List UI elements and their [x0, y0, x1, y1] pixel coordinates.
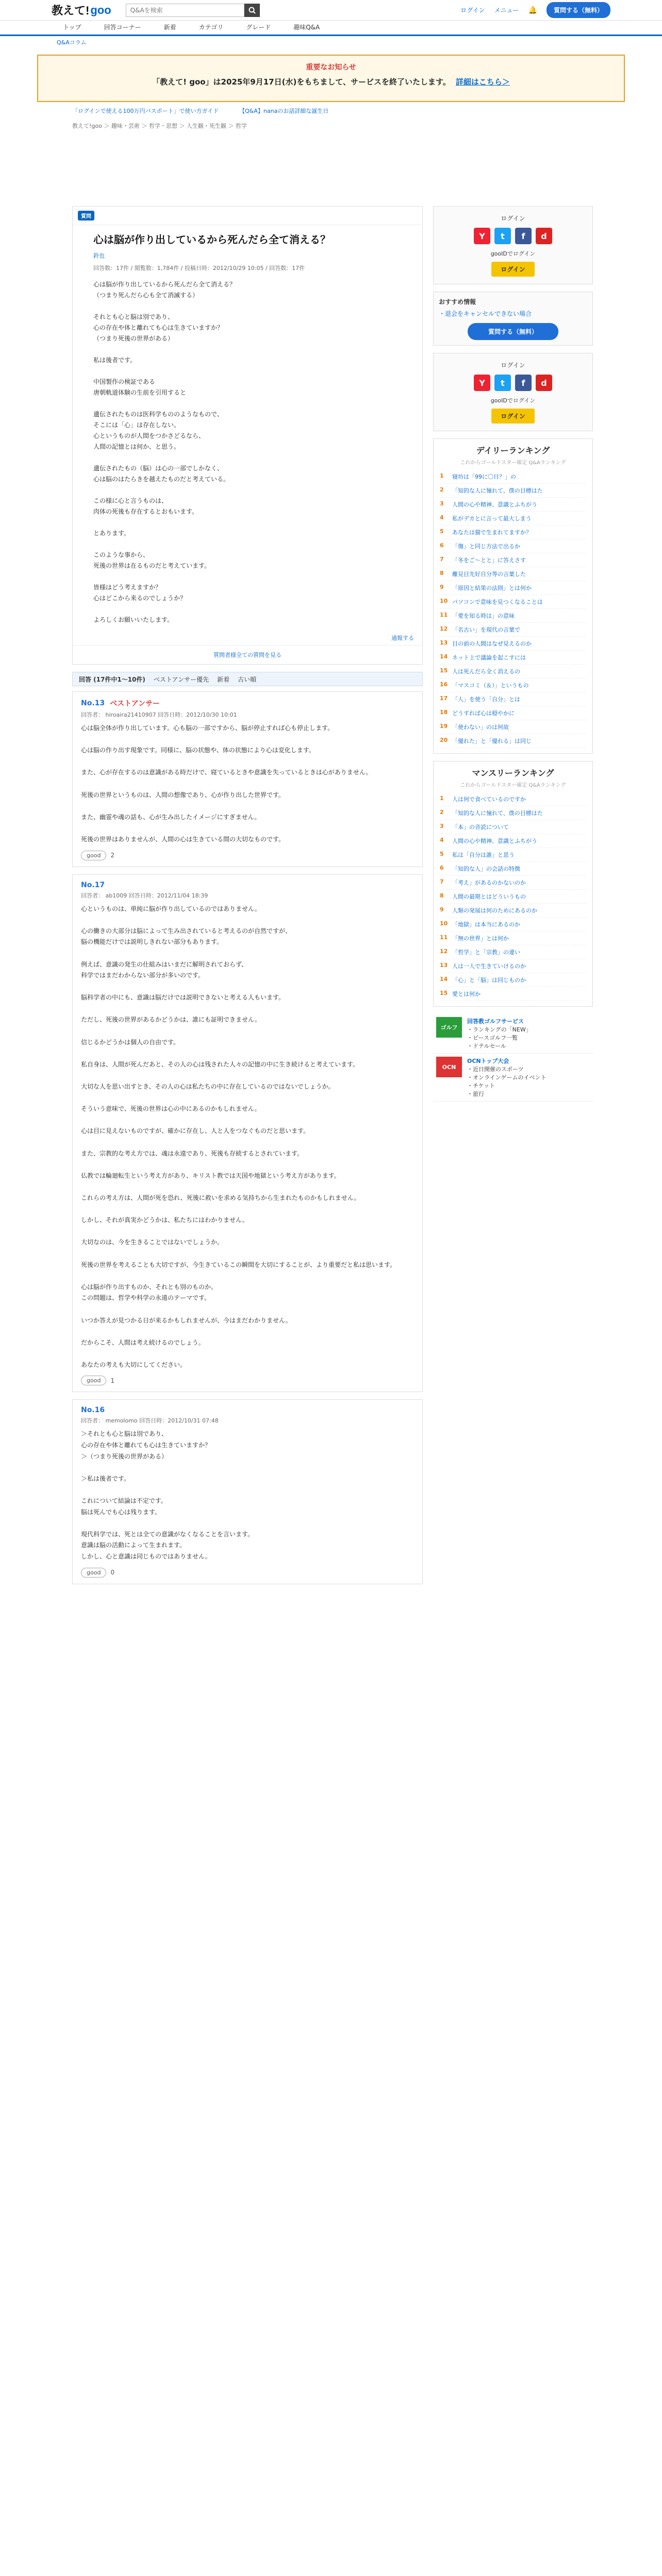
svc2-name: OCNトップ大会 — [467, 1058, 509, 1064]
login-link[interactable]: ログイン — [460, 7, 485, 14]
rank-number: 19 — [440, 723, 448, 730]
nav-grade[interactable]: グレード — [246, 24, 271, 31]
rank-number: 10 — [440, 920, 448, 927]
daily-rank-item[interactable] — [440, 512, 586, 526]
question-header — [73, 207, 422, 225]
rank-title[interactable]: 「本」の音読について — [452, 824, 509, 831]
goo-login-label: gooIDでログイン — [490, 397, 536, 404]
rank-title[interactable]: 「哲学」と「宗教」の違い — [452, 949, 520, 956]
rank-number: 15 — [440, 667, 448, 674]
daily-ranking-sub: これからゴールドスター確定 Q&Aランキング — [460, 460, 566, 466]
good-button[interactable]: good — [81, 851, 106, 860]
good-button[interactable]: good — [81, 1568, 106, 1578]
good-count: 2 — [110, 852, 115, 859]
daily-rank-item[interactable] — [440, 665, 586, 679]
rank-number: 2 — [440, 486, 444, 493]
answer-number: No.17 — [81, 880, 105, 889]
rank-number: 14 — [440, 653, 448, 660]
rank-title[interactable]: 人類の発展は何のためにあるのか — [452, 907, 537, 914]
search-icon — [249, 7, 256, 14]
notice-link[interactable]: 詳細はこちら＞ — [455, 77, 510, 87]
sidebar — [433, 206, 593, 1101]
service-golf[interactable] — [433, 1014, 593, 1054]
answer-meta: 回答者： ab1009 回答日時：2012/11/04 18:39 — [81, 892, 208, 899]
daily-ranking-title: デイリーランキング — [476, 446, 550, 455]
sort-old[interactable]: 古い順 — [238, 675, 257, 683]
rank-title[interactable]: パソコンで意味を見つくなることは — [452, 599, 543, 605]
rank-number: 16 — [440, 681, 448, 688]
rank-title[interactable]: 「考え」があるのかないのか — [452, 879, 526, 886]
question-badge: 質問 — [78, 211, 94, 221]
rank-number: 1 — [440, 472, 444, 479]
rank-title[interactable]: 人間の心や精神、意識とふちがう — [452, 501, 537, 508]
search-box — [126, 4, 260, 17]
notice-title: 重要なお知らせ — [306, 63, 356, 72]
rank-title[interactable]: 「優れた」と「優れる」は同じ — [452, 738, 532, 744]
nav-top[interactable]: トップ — [63, 24, 81, 31]
daily-rank-item[interactable] — [440, 637, 586, 651]
rank-number: 10 — [440, 598, 448, 604]
daily-rank-item[interactable] — [440, 720, 586, 734]
facebook-icon[interactable]: f — [515, 375, 532, 391]
good-button[interactable]: good — [81, 1376, 106, 1385]
login-title: ログイン — [501, 362, 525, 369]
rank-title[interactable]: 「原因と結果の法則」とは何か — [452, 585, 532, 591]
svc2-line: ・旅行 — [467, 1091, 484, 1097]
rank-number: 3 — [440, 500, 444, 507]
rank-title[interactable]: 「知的な人に憧れて、僕の目標はた — [452, 810, 543, 817]
monthly-rank-item[interactable] — [440, 931, 586, 945]
answer-count: 回答 (17件中1〜10件) — [79, 675, 145, 683]
daily-ranking — [433, 438, 593, 754]
monthly-rank-item[interactable] — [440, 820, 586, 834]
promo-left[interactable]: 「ログインで使える100万円パスポート」で使い方ガイド — [72, 108, 219, 114]
svc1-line: ・ドテルセール — [467, 1043, 506, 1049]
header-actions — [460, 2, 610, 18]
rank-number: 6 — [440, 865, 444, 871]
monthly-rank-item[interactable] — [440, 987, 586, 1001]
question-title: 心は脳が作り出しているから死んだら全て消える？ — [93, 233, 330, 246]
nav-new[interactable]: 新着 — [163, 24, 176, 31]
rank-title[interactable]: 「人」を使う「自分」とは — [452, 696, 520, 703]
daily-rank-item[interactable] — [440, 470, 586, 484]
rank-title[interactable]: 「使わない」のは何故 — [452, 724, 509, 731]
rank-number: 20 — [440, 737, 448, 743]
rank-number: 2 — [440, 809, 444, 816]
rank-number: 4 — [440, 514, 444, 521]
logo-goo: goo — [90, 3, 111, 16]
daily-rank-item[interactable] — [440, 679, 586, 692]
daily-rank-item[interactable] — [440, 692, 586, 706]
twitter-icon[interactable]: t — [494, 375, 511, 391]
svc1-line: ・ピースゴルフ一覧 — [467, 1035, 518, 1041]
rank-number: 7 — [440, 556, 444, 563]
rank-number: 3 — [440, 823, 444, 829]
daily-rank-item[interactable] — [440, 539, 586, 553]
rank-number: 11 — [440, 612, 448, 618]
rank-title[interactable]: 人は一人で生きていけるのか — [452, 963, 526, 970]
answer-card — [72, 691, 423, 867]
service-ocn[interactable] — [433, 1054, 593, 1101]
rank-title[interactable]: 「知的な人」の会話の特徴 — [452, 866, 520, 872]
monthly-ranking-list — [434, 792, 592, 1001]
nav-category[interactable]: カテゴリ — [198, 24, 224, 31]
rank-title[interactable]: 人は死んだら全く消えるの — [452, 668, 520, 675]
monthly-rank-item[interactable] — [440, 959, 586, 973]
svc2-line: ・チケット — [467, 1082, 495, 1089]
daily-rank-item[interactable] — [440, 623, 586, 637]
golf-logo: ゴルフ — [436, 1017, 462, 1038]
monthly-ranking-title: マンスリーランキング — [472, 768, 554, 778]
monthly-rank-item[interactable] — [440, 834, 586, 848]
question-meta: 回答数：17件 / 閲覧数：1,784件 / 投稿日時：2012/10/29 10:05 / 回答数：17件 — [93, 265, 305, 272]
main-column — [72, 206, 423, 1591]
rank-number: 18 — [440, 709, 448, 716]
yahoo-icon[interactable]: Y — [474, 228, 490, 244]
daily-rank-item[interactable] — [440, 526, 586, 539]
rank-number: 17 — [440, 695, 448, 702]
daily-rank-item[interactable] — [440, 484, 586, 498]
monthly-rank-item[interactable] — [440, 890, 586, 904]
rank-title[interactable]: 愛とは何か — [452, 991, 481, 997]
rank-number: 5 — [440, 851, 444, 857]
sort-best[interactable]: ベストアンサー優先 — [153, 675, 209, 683]
rank-title[interactable]: 「冬をご〜とと」に答えさす — [452, 557, 526, 564]
yahoo-icon[interactable]: Y — [474, 375, 490, 391]
rank-title[interactable]: あなたは猫で生まれてますか？ — [452, 529, 532, 536]
rank-number: 8 — [440, 892, 444, 899]
rank-title[interactable]: 「マスコミ（＆）」というもの — [452, 682, 529, 689]
monthly-ranking — [433, 761, 593, 1007]
recommend-item[interactable]: ・退会をキャンセルできない場合 — [439, 310, 532, 317]
docomo-icon[interactable]: d — [536, 375, 552, 391]
goo-login-label: gooIDでログイン — [490, 250, 536, 257]
question-user[interactable]: 鈴也 — [93, 252, 105, 259]
monthly-rank-item[interactable] — [440, 918, 586, 931]
rank-title[interactable]: 寝坊は「99に〇日？」の — [452, 473, 516, 480]
breadcrumb[interactable]: 教えて!goo ＞ 趣味・芸術 ＞ 哲学・思想 ＞ 人生観・死生観 ＞ 哲学 — [72, 123, 247, 129]
search-button[interactable] — [244, 4, 260, 17]
nav-qa-column[interactable]: Q&Aコラム — [57, 39, 87, 46]
rank-title[interactable]: 目の前の人間はなぜ見えるのか — [452, 640, 532, 647]
rank-title[interactable]: ネット上で議論を起こすには — [452, 654, 526, 661]
answer-meta: 回答者： memolomo 回答日時：2012/10/31 07:48 — [81, 1417, 219, 1425]
ask-question-button[interactable]: 質問する（無料） — [547, 2, 610, 18]
login-box — [433, 206, 593, 284]
rank-number: 5 — [440, 528, 444, 535]
question-card — [72, 206, 423, 665]
rank-number: 13 — [440, 639, 448, 646]
answer-body: ＞それとも心と脳は別であり、 心の存在や体と離れても心は生きていますか？ ＞（つまり死後の世界がある） ＞私は後者です。 これについて結論は不定です。 脳は死んでも心は残ります。 現代科学では、死とは全ての意識がなくなることを言います。 意識は脳の活動によって生まれます。 しかし、心と意識は同じものではありません。 — [81, 1430, 254, 1560]
daily-rank-item[interactable] — [440, 581, 586, 595]
rank-number: 11 — [440, 934, 448, 941]
rank-number: 14 — [440, 976, 448, 982]
monthly-rank-item[interactable] — [440, 848, 586, 862]
daily-rank-item[interactable] — [440, 498, 586, 512]
svc1-line: ・ランキングの「NEW」 — [467, 1026, 532, 1033]
bell-icon[interactable]: 🔔 — [528, 6, 537, 14]
rank-title[interactable]: 「愛を知る時は」の意味 — [452, 613, 515, 619]
rank-number: 9 — [440, 906, 444, 913]
daily-rank-item[interactable] — [440, 706, 586, 720]
good-count: 0 — [110, 1569, 115, 1577]
rank-title[interactable]: 「心」と「脳」は同じものか — [452, 977, 526, 984]
best-answer-label: ベストアンサー — [110, 700, 160, 708]
notice-text: 「教えて! goo」は2025年9月17日(水)をもちまして、サービスを終了いたします。 — [152, 77, 451, 87]
login-box-2 — [433, 353, 593, 431]
question-body: 心は脳が作り出しているから死んだら全て消える？ （つまり死んだら心も全て消滅する） それとも心と脳は別であり、 心の存在や体と離れても心は生きていますか？ （つまり死後の世界がある） 私は後者です。 中国製作の検証である 唐朝軌道体験の生前を引用すると 遺伝されたものは医科学もののようなもので、 そこには「心」は存在しない。 心というものが人間をつかさどるなら、 人間の記憶とは何か、と思う。 遺伝されたもの（脳）は心の一部でしかなく、 心は脳のはたらきを越えたものだと考えている。 この様に心と言うものは、 肉体の死後も存在するとおもいます。 とあります。 このような事から、 死後の世界は在るものだと考えています。 皆様はどう考えますか？ 心はどこから来るのでしょうか？ よろしくお願いいたします。 — [93, 281, 236, 623]
nav-hobby-qa[interactable]: 趣味Q&A — [293, 24, 320, 31]
answer-meta: 回答者： hiroaira21410907 回答日時：2012/10/30 10:01 — [81, 711, 237, 718]
rank-title[interactable]: 「無の世界」とは何か — [452, 935, 509, 942]
daily-rank-item[interactable] — [440, 734, 586, 748]
nav-answer-corner[interactable]: 回答コーナー — [104, 24, 141, 31]
monthly-ranking-sub: これからゴールドスター確定 Q&Aランキング — [460, 783, 566, 788]
rank-title[interactable]: 「傷」と同じ方法で出るか — [452, 543, 520, 550]
twitter-icon[interactable]: t — [494, 228, 511, 244]
rank-number: 12 — [440, 625, 448, 632]
rank-number: 15 — [440, 990, 448, 996]
promo-right[interactable]: 【Q&A】nanaのお話詳細な誕生日 — [239, 108, 329, 114]
answer-bar — [72, 672, 423, 686]
sort-new[interactable]: 新着 — [217, 675, 230, 683]
svc2-line: ・オンラインゲームのイベント — [467, 1074, 547, 1081]
facebook-icon[interactable]: f — [515, 228, 532, 244]
monthly-rank-item[interactable] — [440, 876, 586, 890]
rank-title[interactable]: 「地獄」は本当にあるのか — [452, 921, 520, 928]
monthly-rank-item[interactable] — [440, 806, 586, 820]
global-nav — [0, 21, 662, 36]
monthly-rank-item[interactable] — [440, 792, 586, 806]
rank-title[interactable]: どうすれば心は穏やかに — [452, 710, 515, 717]
menu-link[interactable]: メニュー — [494, 7, 519, 14]
global-header — [0, 0, 662, 21]
rank-number: 13 — [440, 962, 448, 969]
daily-rank-item[interactable] — [440, 553, 586, 567]
site-logo[interactable] — [52, 2, 111, 18]
answer-body: 心というものは、単純に脳が作り出しているのではありません。 心の働きの大部分は脳によって生み出されていると考えるのが自然ですが、 脳の機能だけでは説明しきれない部分もあります。 例えば、意識の発生の仕組みはいまだに解明されておらず、 科学ではまだわからない部分が多いのです。 脳科学者の中にも、意識は脳だけでは説明できないと考える人もいます。 ただし、死後の世界があるかどうかは、誰にも証明できません。 信じるかどうかは個人の自由です。 私自身は、人間が死んだあと、その人の心は残された人々の記憶の中に生き続けると考えています。 大切な人を思い出すとき、その人の心は私たちの中に存在しているのではないでしょうか。 そういう意味で、死後の世界は心の中にあるのかもしれません。 心は目に見えないものですが、確かに存在し、人と人をつなぐものだと思います。 また、宗教的な考え方では、魂は永遠であり、死後も存続するとされています。 仏教では輪廻転生という考え方があり、キリスト教では天国や地獄という考え方があります。 これらの考え方は、人間が死を恐れ、死後に救いを求める気持ちから生まれたものかもしれません。 しかし、それが真実かどうかは、私たちにはわかりません。 大切なのは、今を生きることではないでしょうか。 死後の世界を考えることも大切ですが、今生きているこの瞬間を大切にすることが、より重要だと私は思います。 心は脳が作り出すものか、それとも別のものか。 この問題は、哲学や科学の永遠のテーマです。 いつか答えが見つかる日が来るかもしれませんが、今はまだわかりません。 だからこそ、人間は考え続けるのでしょう。 あなたの考えも大切にしてください。 — [81, 905, 396, 1368]
monthly-rank-item[interactable] — [440, 973, 586, 987]
report-link[interactable]: 通報する — [391, 635, 414, 641]
login-button[interactable]: ログイン — [491, 409, 534, 423]
rank-number: 6 — [440, 542, 444, 549]
rank-title[interactable]: 私がデカとに言って最大しまう — [452, 515, 532, 522]
login-title: ログイン — [501, 215, 525, 222]
rank-title[interactable]: 私は「自分は誰」と思う — [452, 852, 515, 858]
rank-title[interactable]: 人間の心や精神、意識とふちがう — [452, 838, 537, 844]
logo-text: 教えて! — [52, 4, 90, 17]
search-input[interactable] — [126, 4, 244, 17]
rank-number: 8 — [440, 570, 444, 577]
answer-number: No.13 — [81, 699, 105, 707]
daily-ranking-list — [434, 470, 592, 748]
side-ask-button[interactable]: 質問する（無料） — [468, 323, 558, 340]
answer-card — [72, 1399, 423, 1584]
rank-number: 4 — [440, 837, 444, 843]
answer-card — [72, 874, 423, 1393]
rank-number: 1 — [440, 795, 444, 802]
answer-body: 心は脳全体が作り出しています。心も脳の一部ですから、脳が停止すれば心も停止します。 心は脳の作り出す現象です。同様に、脳の状態や、体の状態により心は変化します。 また、心が存在するのは意識がある時だけで、寝ているときや意識を失っているときは心がありません。 死後の世界というものは、人間の想像であり、心が作り出した世界です。 また、幽霊や魂の話も、心が生み出したイメージにすぎません。 死後の世界はありませんが、人間の心は生きている間の大切なものです。 — [81, 724, 372, 843]
monthly-rank-item[interactable] — [440, 945, 586, 959]
daily-rank-item[interactable] — [440, 595, 586, 609]
rank-number: 9 — [440, 584, 444, 590]
rank-title[interactable]: 「知的な人に憧れて、僕の目標はた — [452, 487, 543, 494]
monthly-rank-item[interactable] — [440, 862, 586, 876]
rank-title[interactable]: 人間の最期とはどういうもの — [452, 893, 526, 900]
good-count: 1 — [110, 1377, 115, 1384]
daily-rank-item[interactable] — [440, 651, 586, 665]
daily-rank-item[interactable] — [440, 567, 586, 581]
recommend-title: おすすめ情報 — [439, 298, 476, 306]
login-button[interactable]: ログイン — [491, 262, 534, 277]
rank-number: 7 — [440, 878, 444, 885]
rank-number: 12 — [440, 948, 448, 955]
svc1-name: 回答教ゴルフサービス — [467, 1018, 524, 1025]
svc2-line: ・近日開催のスポーツ — [467, 1066, 524, 1073]
important-notice — [37, 55, 625, 102]
rank-title[interactable]: 人は何で食べているのですか — [452, 796, 526, 803]
promo-bar — [0, 102, 662, 120]
answer-number: No.16 — [81, 1406, 105, 1415]
monthly-rank-item[interactable] — [440, 904, 586, 918]
ocn-logo: OCN — [436, 1057, 462, 1077]
docomo-icon[interactable]: d — [536, 228, 552, 244]
rank-title[interactable]: 離見目先好自分等の言葉した — [452, 571, 526, 578]
recommend-box — [433, 292, 593, 346]
rank-title[interactable]: 「名古い」を現代の言葉で — [452, 626, 520, 633]
more-questions-link[interactable]: 質問者様全ての質問を見る — [213, 652, 282, 658]
daily-rank-item[interactable] — [440, 609, 586, 623]
sub-nav — [0, 36, 662, 48]
